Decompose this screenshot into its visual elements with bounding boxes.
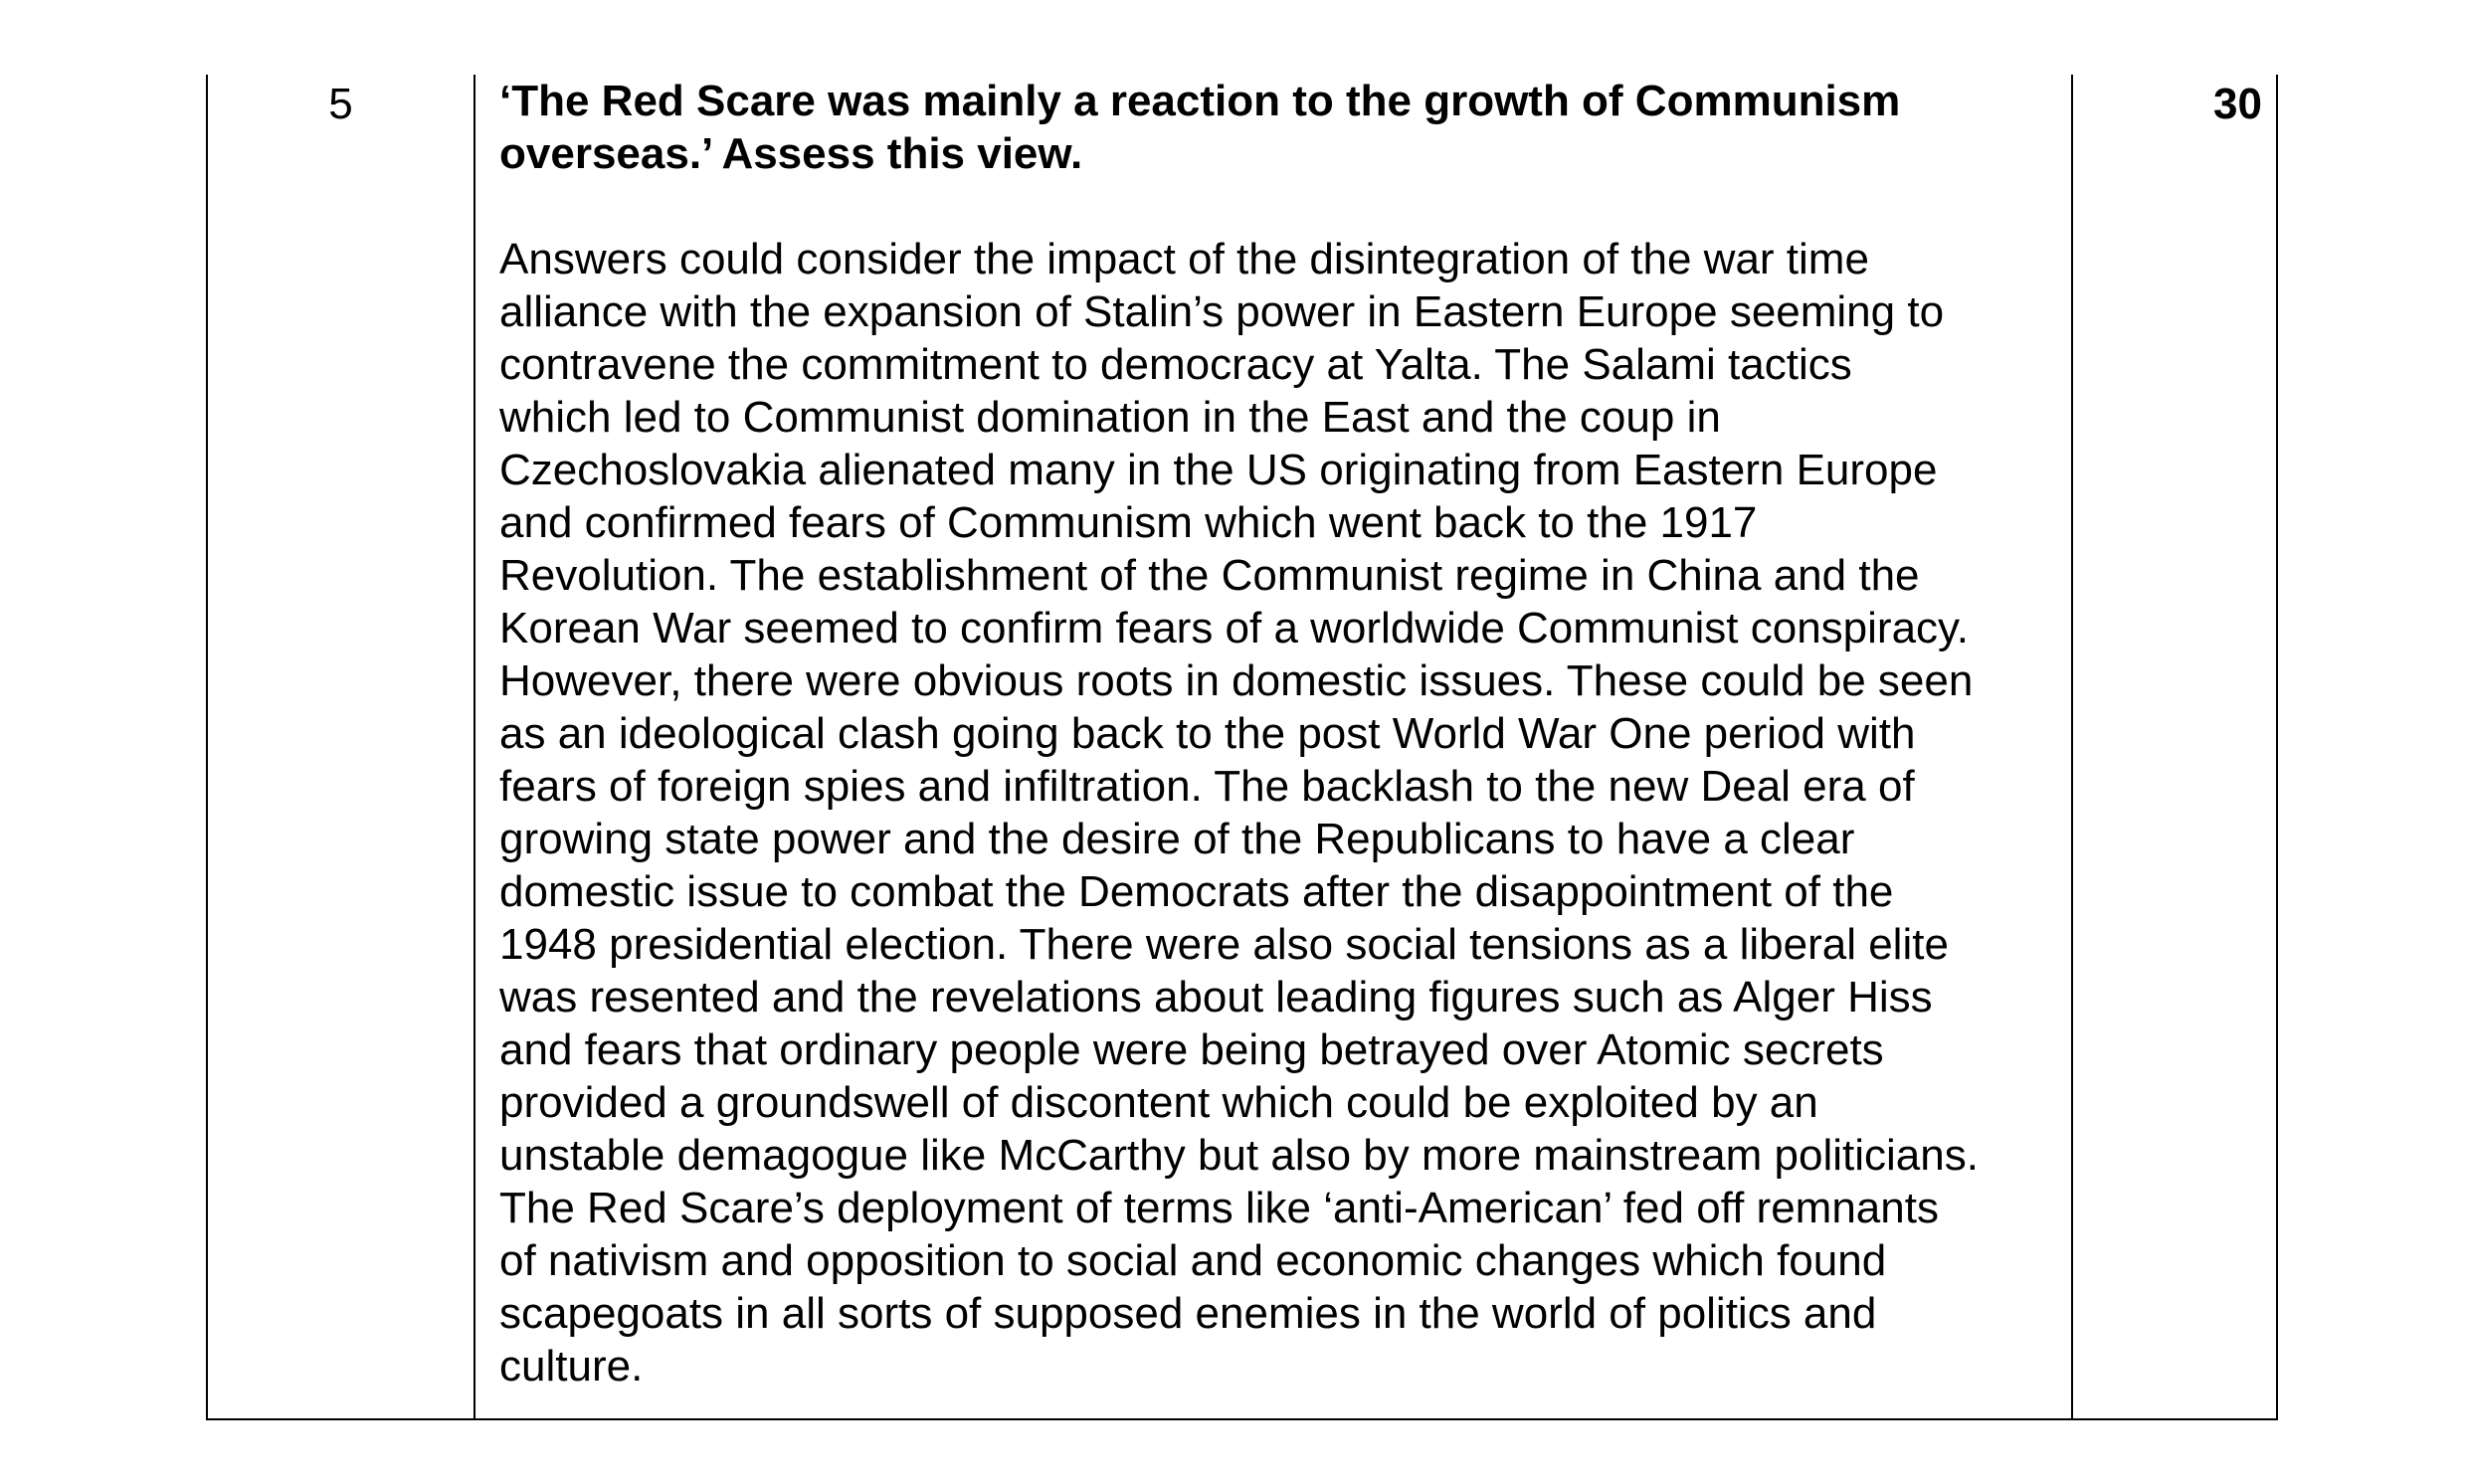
column-divider [474,75,475,1418]
question-text: ‘The Red Scare was mainly a reaction to the growth of Communism overseas.’ Assess this view. [499,77,1901,178]
column-divider [2071,75,2073,1418]
marks-value: 30 [2213,80,2262,128]
answer-guidance-text: Answers could consider the impact of the disintegration of the war time alliance with the expansion of Stalin’s power in Eastern Europe seeming to contravene the commitment to democracy at Yalta. The Salami tactics which led to Communist domination in the East and the coup in Czechoslovakia alienated many in the US originating from Eastern Europe and confirmed fears of Communism which went back to the 1917 Revolution. The establishment of the Communist regime in China and the Korean War seemed to confirm fears of a worldwide Communist conspiracy. However, there were obvious roots in domestic issues. These could be seen as an ideological clash going back to the post World War One period with fears of foreign spies and infiltration. The backlash to the new Deal era of growing state power and the desire of the Republicans to have a clear domestic issue to combat the Democrats after the disappointment of the 1948 presidential election. There were also social tensions as a liberal elite was resented and the revelations about leading figures such as Alger Hiss and fears that ordinary people were being betrayed over Atomic secrets provided a groundswell of discontent which could be exploited by an unstable demagogue like McCarthy but also by more mainstream politicians. The Red Scare’s deployment of terms like ‘anti-American’ fed off remnants of nativism and opposition to social and economic changes which found scapegoats in all sorts of supposed enemies in the world of politics and culture. [499,235,1979,1391]
question-number: 5 [328,80,353,128]
mark-scheme-table-row [206,75,2278,1420]
question-content-cell [499,75,2061,1392]
